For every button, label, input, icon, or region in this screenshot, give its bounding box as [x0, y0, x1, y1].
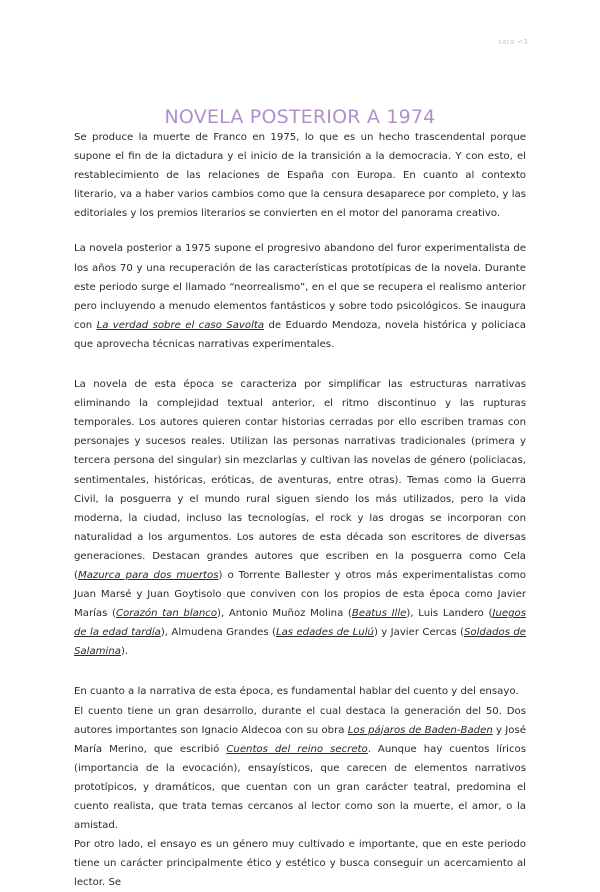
paragraph-neorrealismo	[74, 239, 526, 354]
page-title: NOVELA POSTERIOR A 1974	[164, 105, 436, 128]
book-title-pajaros: Los pájaros de Baden-Baden	[347, 724, 493, 736]
text-segment: El cuento tiene un gran desarrollo, durante el cual destaca la generación del 50. Dos autores importantes son Ignacio Aldecoa con su obra	[74, 705, 526, 736]
text-segment: y José María Merino, que escribió	[74, 724, 526, 755]
book-title-beatus: Beatus Ille	[351, 608, 407, 620]
book-title-savolta: La verdad sobre el caso Savolta	[96, 319, 265, 331]
text-segment: La novela de esta época se caracteriza por simplificar las estructuras narrativas eliminando la complejidad textual anterior, el ritmo discontinuo y las rupturas temporales. Los autores quieren contar historias cerradas por ello escriben tramas con personajes y sucesos reales. Utilizan las personas narrativas tradicionales (primera y tercera persona del singular) sin mezclarlas y cultivan las novelas de género (policiacas, sentimentales, históricas, eróticas, de aventuras, entre otras). Temas como la Guerra Civil, la posguerra y el mundo rural siguen siendo los más utilizados, pero la vida moderna, la ciudad, incluso las tecnologías, el rock y las drogas se incorporan con naturalidad a los argumentos. Los autores de esta década son escritores de diversas generaciones. Destacan grandes autores que escriben en la posguerra como Cela (	[74, 379, 526, 581]
book-title-cuentos-reino: Cuentos del reino secreto	[226, 743, 368, 755]
document-body	[74, 128, 526, 892]
text-segment: La novela posterior a 1975 supone el progresivo abandono del furor experimentalista de los años 70 y una recuperación de las características prototípicas de la novela. Durante este periodo surge el llamado “neorrealismo”, en el que se recupera el realismo anterior pero incluyendo a menudo elementos fantásticos y sobre todo psicológicos. Se inaugura con	[74, 243, 526, 331]
book-title-lulu: Las edades de Lulú	[275, 627, 374, 639]
book-title-salamina: Soldados de Salamina	[74, 627, 526, 658]
paragraph-cuento	[74, 702, 526, 836]
text-segment: ), Luis Landero (	[406, 608, 493, 620]
text-segment: de Eduardo Mendoza, novela histórica y policiaca que aprovecha técnicas narrativas experimentales.	[74, 319, 527, 350]
text-segment: ), Antonio Muñoz Molina (	[217, 608, 352, 620]
watermark: sara <3	[498, 38, 528, 46]
text-segment: ).	[120, 646, 129, 658]
text-segment: . Aunque hay cuentos líricos (importancia de la evocación), ensayísticos, que carecen de elementos narrativos prototípicos, y dramáticos, que cuentan con un gran carácter teatral, predomina el cuento realista, que trata temas cercanos al lector como son la muerte, el amor, o la amistad.	[74, 743, 526, 832]
paragraph-context: Se produce la muerte de Franco en 1975, lo que es un hecho trascendental porque supone el fin de la dictadura y el inicio de la transición a la democracia. Y con esto, el restablecimiento de las relaciones de España con Europa. En cuanto al contexto literario, va a haber varios cambios como que la censura desaparece por completo, y las editoriales y los premios literarios se convierten en el motor del panorama creativo.	[74, 132, 526, 220]
book-title-mazurca: Mazurca para dos muertos	[77, 569, 219, 581]
paragraph-ensayo: Por otro lado, el ensayo es un género muy cultivado e importante, que en este periodo tiene un carácter principalmente ético y estético y busca conseguir un acercamiento al lector. Se	[74, 839, 526, 889]
paragraph-caracteristicas	[74, 375, 526, 661]
paragraph-cuento-ensayo-intro: En cuanto a la narrativa de esta época, es fundamental hablar del cuento y del ensayo.	[74, 686, 519, 698]
text-segment: ) o Torrente Ballester y otros más experimentalistas como Juan Marsé y Juan Goytisolo que conviven con los propios de esta época como Javier Marías (	[74, 569, 526, 620]
text-segment: ), Almudena Grandes (	[160, 627, 276, 639]
book-title-juegos: Juegos de la edad tardía	[74, 608, 526, 639]
text-segment: ) y Javier Cercas (	[373, 627, 464, 639]
book-title-corazon: Corazón tan blanco	[115, 608, 218, 620]
